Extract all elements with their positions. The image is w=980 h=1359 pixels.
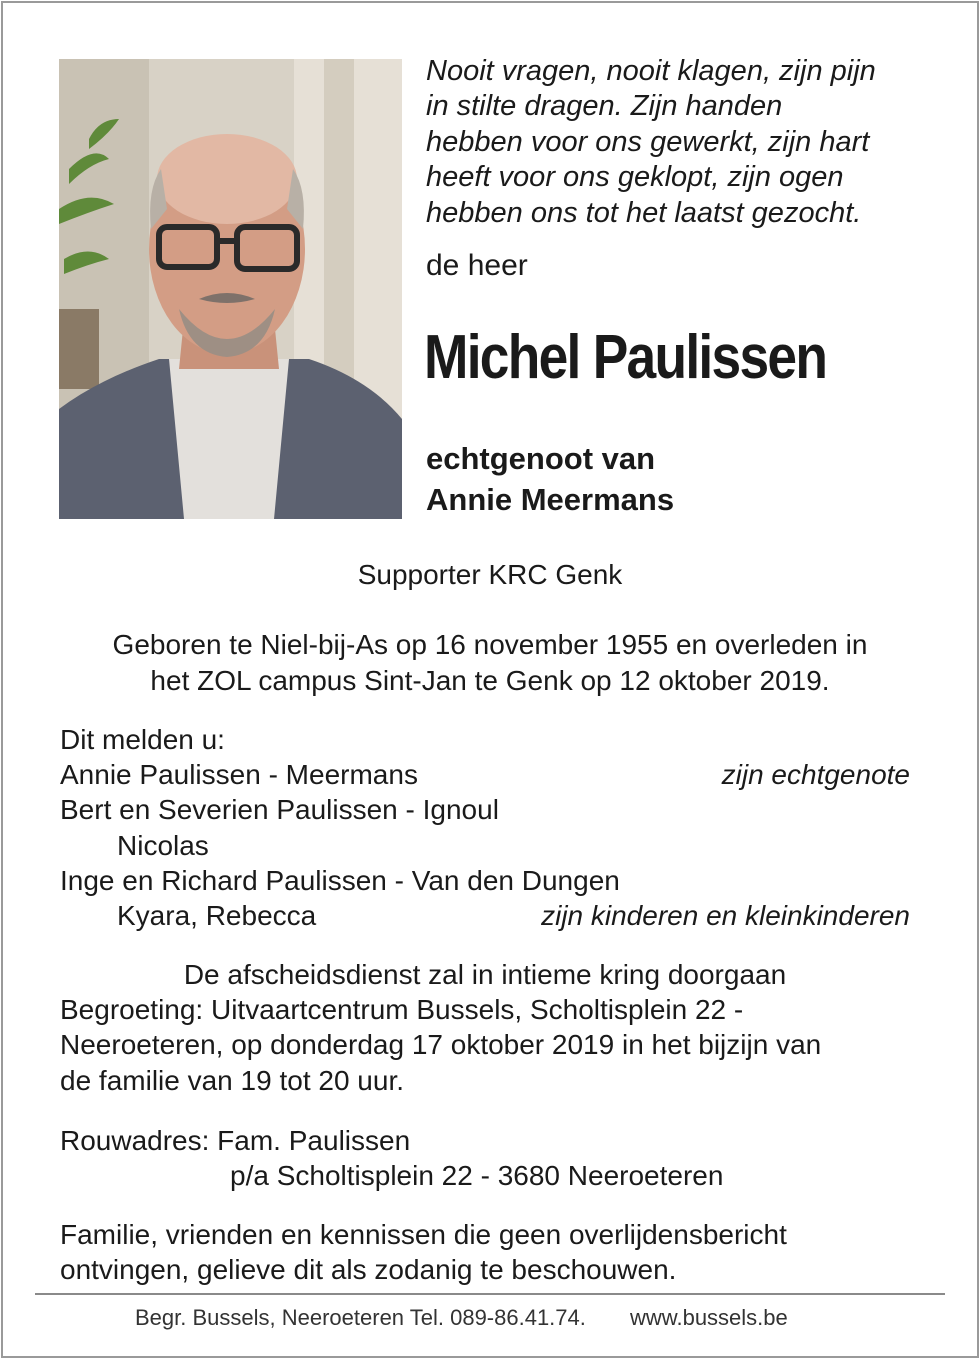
footer xyxy=(135,1305,826,1331)
family-member: Nicolas xyxy=(117,829,209,861)
footer-divider xyxy=(35,1293,945,1295)
footer-website[interactable]: www.bussels.be xyxy=(630,1305,788,1330)
address-line: p/a Scholtisplein 22 - 3680 Neeroeteren xyxy=(230,1160,724,1192)
service-line: de familie van 19 tot 20 uur. xyxy=(60,1064,404,1096)
family-member: Inge en Richard Paulissen - Van den Dungen xyxy=(60,864,620,896)
family-row xyxy=(60,792,910,827)
birth-death-line: Geboren te Niel-bij-As op 16 november 1955 en overleden in xyxy=(112,629,868,660)
poem-line: hebben ons tot het laatst gezocht. xyxy=(426,196,862,229)
family-member: Kyara, Rebecca xyxy=(117,899,317,931)
poem-line: heeft voor ons geklopt, zijn ogen xyxy=(426,161,844,194)
announcement-heading: Dit melden u: xyxy=(60,724,225,755)
footer-contact: Begr. Bussels, Neeroeteren Tel. 089-86.41.74. xyxy=(135,1305,586,1330)
family-row xyxy=(60,757,910,792)
poem-line: in stilte dragen. Zijn handen xyxy=(426,90,783,123)
spouse-relation: echtgenoot van xyxy=(426,441,656,476)
family-row xyxy=(60,898,910,933)
family-relation: zijn kinderen en kleinkinderen xyxy=(541,899,910,931)
notice-line: ontvingen, gelieve dit als zodanig te beschouwen. xyxy=(60,1254,677,1286)
poem-line: hebben voor ons gewerkt, zijn hart xyxy=(426,125,870,158)
family-member: Bert en Severien Paulissen - Ignoul xyxy=(60,794,499,826)
family-relation: zijn echtgenote xyxy=(721,759,910,791)
poem xyxy=(426,54,946,231)
service-line: Neeroeteren, op donderdag 17 oktober 2019 in het bijzijn van xyxy=(60,1029,822,1061)
service-info xyxy=(60,957,910,1098)
spouse-info xyxy=(426,438,674,520)
honorific: de heer xyxy=(426,249,528,282)
portrait-photo xyxy=(59,59,402,519)
supporter-text: Supporter KRC Genk xyxy=(357,559,623,590)
spouse-name: Annie Meermans xyxy=(426,482,675,517)
birth-death-info xyxy=(0,627,980,699)
mourning-address xyxy=(60,1123,910,1193)
family-member: Annie Paulissen - Meermans xyxy=(60,759,418,791)
notice-line: Familie, vrienden en kennissen die geen overlijdensbericht xyxy=(60,1219,787,1250)
address-line: Rouwadres: Fam. Paulissen xyxy=(60,1125,411,1156)
birth-death-line: het ZOL campus Sint-Jan te Genk op 12 oktober 2019. xyxy=(150,665,830,696)
deceased-name: Michel Paulissen xyxy=(424,323,827,392)
family-row xyxy=(60,863,910,898)
service-line: Begroeting: Uitvaartcentrum Bussels, Scholtisplein 22 - xyxy=(60,994,744,1026)
announcement-list xyxy=(60,722,910,933)
poem-line: Nooit vragen, nooit klagen, zijn pijn xyxy=(426,55,876,87)
notice-text xyxy=(60,1217,910,1287)
service-line: De afscheidsdienst zal in intieme kring doorgaan xyxy=(183,959,787,990)
family-row xyxy=(60,828,910,863)
